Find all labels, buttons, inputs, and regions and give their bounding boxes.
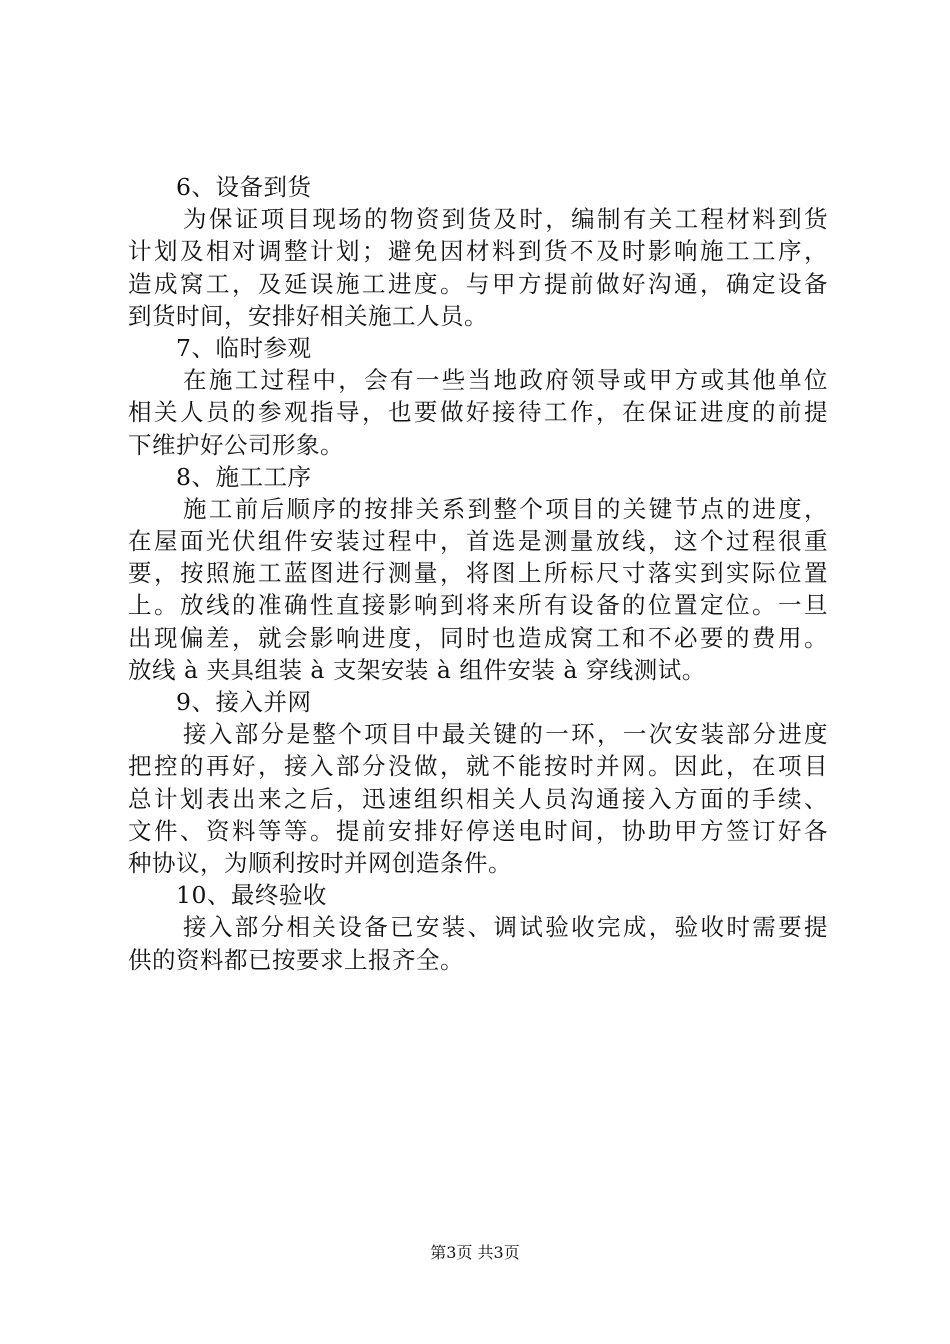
paragraph-line: 在屋面光伏组件安装过程中，首选是测量放线，这个过程很重 <box>128 527 828 556</box>
paragraph-line: 种协议，为顺利按时并网创造条件。 <box>128 848 512 877</box>
section-heading: 8、施工工序 <box>176 462 312 491</box>
paragraph-line: 接入部分相关设备已安装、调试验收完成，验收时需要提 <box>183 913 828 942</box>
paragraph-line: 出现偏差，就会影响进度，同时也造成窝工和不必要的费用。 <box>128 623 828 652</box>
paragraph-line: 施工前后顺序的按排关系到整个项目的关键节点的进度， <box>183 494 828 523</box>
section-7 <box>128 332 828 461</box>
paragraph-line: 上。放线的准确性直接影响到将来所有设备的位置定位。一旦 <box>128 591 828 620</box>
paragraph-line: 接入部分是整个项目中最关键的一环，一次安装部分进度 <box>183 720 828 749</box>
paragraph-line: 下维护好公司形象。 <box>128 430 344 459</box>
process-flow-line: 放线 à 夹具组装 à 支架安装 à 组件安装 à 穿线测试。 <box>128 655 706 684</box>
section-heading: 9、接入并网 <box>176 688 312 716</box>
section-heading: 10、最终验收 <box>176 881 327 910</box>
section-heading: 6、设备到货 <box>176 173 312 201</box>
document-body <box>128 171 828 976</box>
section-heading: 7、临时参观 <box>176 333 312 362</box>
paragraph-line: 计划及相对调整计划；避免因材料到货不及时影响施工工序， <box>128 237 828 266</box>
paragraph-line: 供的资料都已按要求上报齐全。 <box>128 945 464 974</box>
section-9 <box>128 686 828 879</box>
section-8 <box>128 461 828 686</box>
page-footer <box>0 1243 950 1263</box>
paragraph-line: 到货时间，安排好相关施工人员。 <box>128 301 488 330</box>
paragraph-line: 把控的再好，接入部分没做，就不能按时并网。因此，在项目 <box>128 752 828 781</box>
paragraph-line: 相关人员的参观指导，也要做好接待工作，在保证进度的前提 <box>128 398 828 427</box>
paragraph-line: 造成窝工，及延误施工进度。与甲方提前做好沟通，确定设备 <box>128 269 828 298</box>
paragraph-line: 在施工过程中，会有一些当地政府领导或甲方或其他单位 <box>183 366 828 395</box>
paragraph-line: 总计划表出来之后，迅速组织相关人员沟通接入方面的手续、 <box>128 784 828 813</box>
section-10 <box>128 879 828 976</box>
section-6 <box>128 171 828 332</box>
paragraph-line: 为保证项目现场的物资到货及时，编制有关工程材料到货 <box>183 205 828 234</box>
paragraph-line: 要，按照施工蓝图进行测量，将图上所标尺寸落实到实际位置 <box>128 559 828 588</box>
paragraph-line: 文件、资料等等。提前安排好停送电时间，协助甲方签订好各 <box>128 816 828 845</box>
page-number: 第3页 共3页 <box>430 1243 520 1262</box>
